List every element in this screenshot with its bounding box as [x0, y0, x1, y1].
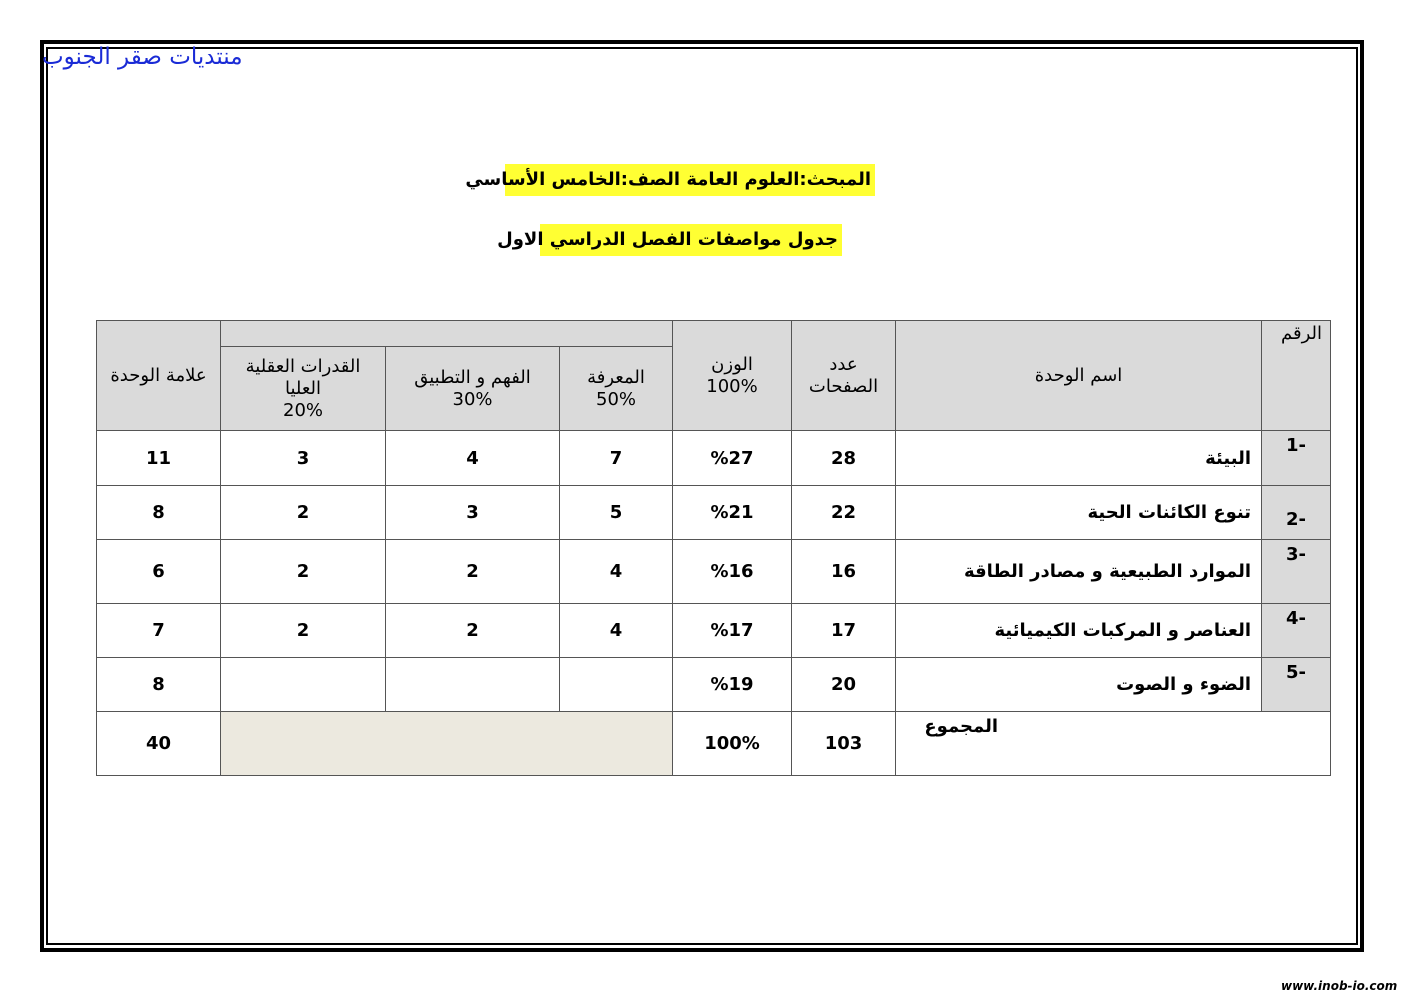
table-row	[97, 604, 1331, 658]
row-unit-name: تنوع الكائنات الحية	[896, 486, 1262, 540]
row-higher: 2	[221, 486, 386, 540]
row-pages: 16	[792, 540, 896, 604]
row-mark: 6	[97, 540, 221, 604]
table-title: جدول مواصفات الفصل الدراسي الاول	[540, 224, 842, 256]
table-row	[97, 486, 1331, 540]
table-row	[97, 658, 1331, 712]
row-understanding: 3	[386, 486, 560, 540]
total-weight: 100%	[673, 712, 792, 776]
row-mark: 8	[97, 658, 221, 712]
header-understanding-line1: الفهم و التطبيق	[414, 366, 531, 388]
header-knowledge-line2: 50%	[596, 388, 637, 410]
row-mark: 11	[97, 431, 221, 486]
row-higher	[221, 658, 386, 712]
header-understanding-line2: 30%	[452, 388, 493, 410]
forum-watermark: منتديات صقر الجنوب	[42, 44, 243, 70]
row-knowledge: 7	[560, 431, 673, 486]
row-pages: 20	[792, 658, 896, 712]
total-label-text: المجموع	[924, 716, 999, 737]
header-levels-group	[221, 321, 673, 347]
header-higher-line2: العليا	[284, 377, 322, 399]
row-weight: %21	[673, 486, 792, 540]
row-understanding	[386, 658, 560, 712]
row-understanding: 2	[386, 604, 560, 658]
row-knowledge: 5	[560, 486, 673, 540]
row-unit-name: الضوء و الصوت	[896, 658, 1262, 712]
header-weight-line2: 100%	[706, 375, 758, 397]
header-weight-line1: الوزن	[711, 353, 753, 375]
row-number: -1	[1262, 431, 1331, 486]
row-number: -4	[1262, 604, 1331, 658]
header-pages-line1: عدد	[829, 353, 858, 375]
header-knowledge-line1: المعرفة	[587, 366, 645, 388]
row-higher: 2	[221, 604, 386, 658]
header-unit-mark: علامة الوحدة	[97, 321, 221, 431]
row-number: -2	[1262, 486, 1331, 540]
header-unit-name: اسم الوحدة	[896, 321, 1262, 431]
table-row	[97, 431, 1331, 486]
total-label	[896, 712, 1331, 776]
header-pages	[792, 321, 896, 431]
total-row	[97, 712, 1331, 776]
row-unit-name: العناصر و المركبات الكيميائية	[896, 604, 1262, 658]
row-unit-name: الموارد الطبيعية و مصادر الطاقة	[896, 540, 1262, 604]
row-number: -3	[1262, 540, 1331, 604]
row-weight: %16	[673, 540, 792, 604]
row-weight: %27	[673, 431, 792, 486]
row-knowledge: 4	[560, 540, 673, 604]
total-levels-blank	[221, 712, 673, 776]
row-knowledge	[560, 658, 673, 712]
header-knowledge	[560, 347, 673, 431]
row-pages: 22	[792, 486, 896, 540]
header-higher-abilities	[221, 347, 386, 431]
header-higher-line3: 20%	[283, 399, 324, 421]
total-pages: 103	[792, 712, 896, 776]
header-pages-line2: الصفحات	[808, 375, 879, 397]
specification-table	[96, 320, 1331, 776]
subject-title: المبحث:العلوم العامة الصف:الخامس الأساسي	[505, 164, 875, 196]
row-higher: 3	[221, 431, 386, 486]
total-mark: 40	[97, 712, 221, 776]
row-understanding: 4	[386, 431, 560, 486]
row-pages: 17	[792, 604, 896, 658]
header-higher-line1: القدرات العقلية	[245, 355, 361, 377]
header-weight	[673, 321, 792, 431]
row-weight: %19	[673, 658, 792, 712]
row-unit-name: البيئة	[896, 431, 1262, 486]
row-weight: %17	[673, 604, 792, 658]
header-understanding	[386, 347, 560, 431]
row-understanding: 2	[386, 540, 560, 604]
footer-url: www.inob-io.com	[1281, 979, 1398, 993]
header-number: الرقم	[1262, 321, 1331, 431]
row-knowledge: 4	[560, 604, 673, 658]
row-higher: 2	[221, 540, 386, 604]
table-row	[97, 540, 1331, 604]
row-pages: 28	[792, 431, 896, 486]
row-mark: 8	[97, 486, 221, 540]
row-mark: 7	[97, 604, 221, 658]
row-number: -5	[1262, 658, 1331, 712]
